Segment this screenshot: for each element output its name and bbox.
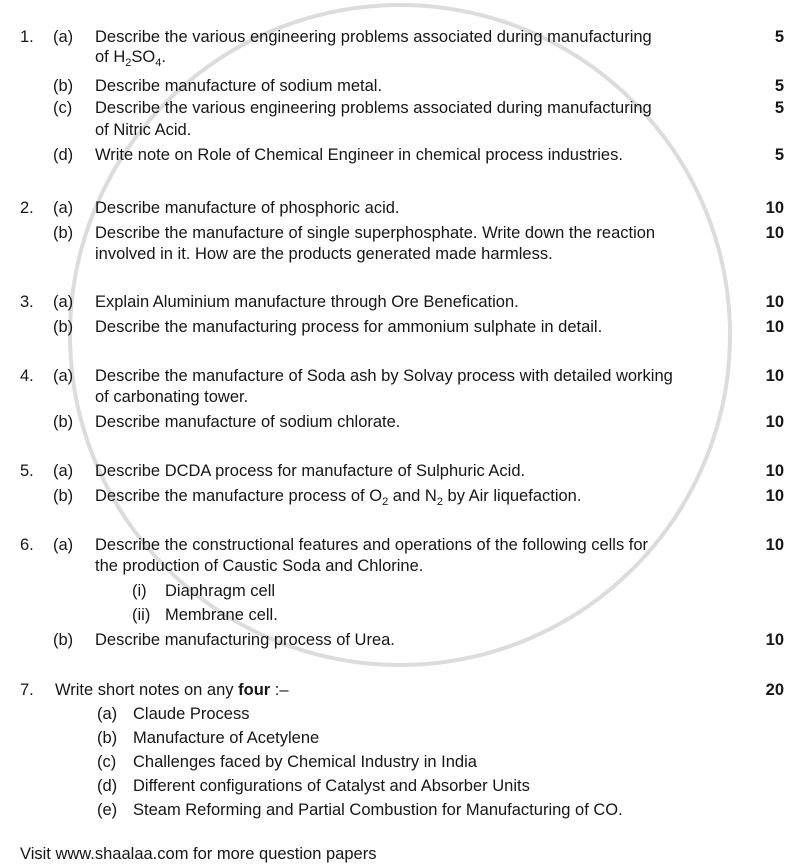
marks: 10 xyxy=(765,224,784,242)
question-text: Write short notes on any four :– xyxy=(55,681,289,699)
marks: 5 xyxy=(774,28,784,46)
question-text: Describe manufacturing process of Urea. xyxy=(95,631,395,649)
part-label: (b) xyxy=(53,224,74,242)
question-text: Describe the various engineering problems associated during manufacturing xyxy=(95,28,652,46)
question-number: 3. xyxy=(20,293,34,311)
question-text: Describe DCDA process for manufacture of Sulphuric Acid. xyxy=(95,462,526,480)
marks: 10 xyxy=(765,413,784,431)
part-label: (c) xyxy=(53,99,73,117)
question-text: Describe manufacture of phosphoric acid. xyxy=(95,199,400,217)
note-item-text: Steam Reforming and Partial Combustion for Manufacturing of CO. xyxy=(133,801,623,819)
question-number: 7. xyxy=(20,681,34,699)
question-number: 4. xyxy=(20,367,34,385)
marks: 10 xyxy=(765,631,784,649)
note-item-label: (b) xyxy=(97,729,118,747)
question-text: the production of Caustic Soda and Chlorine. xyxy=(95,557,424,575)
footer-text: Visit www.shaalaa.com for more question papers xyxy=(20,845,377,863)
subitem-label: (ii) xyxy=(132,606,151,624)
part-label: (a) xyxy=(53,367,74,385)
part-label: (b) xyxy=(53,487,74,505)
question-text: Describe the manufacture of Soda ash by Solvay process with detailed working xyxy=(95,367,673,385)
note-item-label: (a) xyxy=(97,705,118,723)
question-text: Describe manufacture of sodium chlorate. xyxy=(95,413,401,431)
question-text: Describe manufacture of sodium metal. xyxy=(95,77,383,95)
question-text: Describe the manufacturing process for ammonium sulphate in detail. xyxy=(95,318,603,336)
subitem-text: Diaphragm cell xyxy=(165,582,276,600)
part-label: (b) xyxy=(53,77,74,95)
part-label: (b) xyxy=(53,318,74,336)
note-item-text: Claude Process xyxy=(133,705,250,723)
question-text: Write note on Role of Chemical Engineer in chemical process industries. xyxy=(95,146,623,164)
marks: 5 xyxy=(774,146,784,164)
note-item-label: (e) xyxy=(97,801,118,819)
question-number: 5. xyxy=(20,462,34,480)
question-text: Describe the constructional features and operations of the following cells for xyxy=(95,536,649,554)
part-label: (a) xyxy=(53,28,74,46)
subitem-label: (i) xyxy=(132,582,147,600)
part-label: (a) xyxy=(53,462,74,480)
note-item-label: (c) xyxy=(97,753,117,771)
question-number: 2. xyxy=(20,199,34,217)
note-item-text: Different configurations of Catalyst and Absorber Units xyxy=(133,777,530,795)
note-item-label: (d) xyxy=(97,777,118,795)
part-label: (d) xyxy=(53,146,74,164)
question-text: of $H_2SO_4$. xyxy=(95,48,166,69)
marks: 10 xyxy=(765,487,784,505)
marks: 10 xyxy=(765,199,784,217)
question-number: 1. xyxy=(20,28,34,46)
question-text: Describe the various engineering problems associated during manufacturing xyxy=(95,99,652,117)
part-label: (b) xyxy=(53,631,74,649)
part-label: (a) xyxy=(53,293,74,311)
marks: 10 xyxy=(765,536,784,554)
question-number: 6. xyxy=(20,536,34,554)
note-item-text: Challenges faced by Chemical Industry in India xyxy=(133,753,477,771)
note-item-text: Manufacture of Acetylene xyxy=(133,729,320,747)
question-text: Describe the manufacture process of $O_2$ and $N_2$ by Air liquefaction. xyxy=(95,487,582,508)
marks: 10 xyxy=(765,367,784,385)
marks: 20 xyxy=(765,681,784,699)
question-text: of Nitric Acid. xyxy=(95,121,192,139)
question-text: Explain Aluminium manufacture through Ore Benefication. xyxy=(95,293,519,311)
subitem-text: Membrane cell. xyxy=(165,606,278,624)
marks: 10 xyxy=(765,293,784,311)
part-label: (a) xyxy=(53,536,74,554)
question-text: of carbonating tower. xyxy=(95,388,249,406)
marks: 10 xyxy=(765,462,784,480)
question-text: involved in it. How are the products generated made harmless. xyxy=(95,245,553,263)
part-label: (a) xyxy=(53,199,74,217)
marks: 5 xyxy=(774,99,784,117)
marks: 5 xyxy=(774,77,784,95)
question-text: Describe the manufacture of single superphosphate. Write down the reaction xyxy=(95,224,656,242)
part-label: (b) xyxy=(53,413,74,431)
marks: 10 xyxy=(765,318,784,336)
